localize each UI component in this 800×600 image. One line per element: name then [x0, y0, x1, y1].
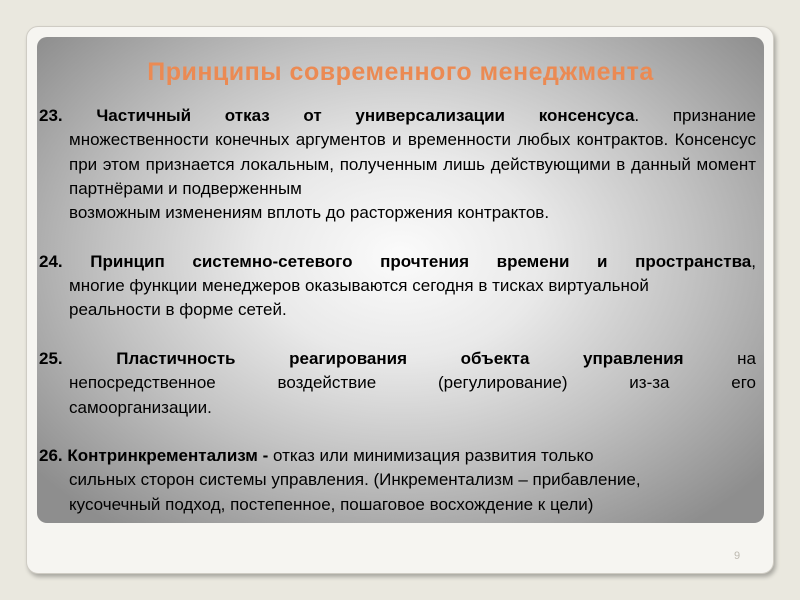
principle-text: реальности в форме сетей. [69, 300, 287, 320]
principle-number: 24. [39, 251, 63, 271]
principle-first-line [39, 104, 756, 128]
principle-text: , [751, 251, 756, 271]
principle-heading: Пластичность реагирования объекта управления [116, 348, 684, 368]
principle-item-25 [39, 347, 756, 420]
principle-first-line [39, 444, 756, 468]
principle-text: множественности конечных аргументов и временности любых контрактов. Консенсус при этом признается локальным, полученным лишь действующими в данный момент партнёрами и подверженным [69, 130, 756, 198]
principle-item-26 [39, 444, 756, 517]
principle-text: непосредственное воздействие (регулирование) из-за его [69, 373, 756, 393]
page-number: 9 [734, 550, 741, 562]
principle-number: 25. [39, 348, 63, 368]
principle-text: сильных сторон системы управления. (Инкрементализм – прибавление, [69, 470, 641, 490]
principle-text: . признание [634, 106, 756, 125]
principle-text: возможным изменениям вплоть до расторжения контрактов. [69, 203, 550, 223]
principle-first-line [39, 347, 756, 371]
slide-content [39, 104, 756, 517]
principle-text: самоорганизации. [69, 397, 212, 417]
principle-first-line [39, 250, 756, 274]
principle-heading: Контринкрементализм - [67, 446, 269, 466]
principle-text: отказ или минимизация развития только [273, 446, 594, 466]
principle-heading: Принцип системно-сетевого прочтения времени и пространства [90, 251, 752, 271]
principle-number: 26. [39, 446, 63, 466]
slide-title: Принципы современного менеджмента [147, 58, 654, 86]
principle-text: кусочечный подход, постепенное, пошаговое восхождение к цели) [69, 494, 594, 514]
principle-item-24 [39, 250, 756, 323]
principle-heading: Частичный отказ от универсализации консенсуса [96, 106, 635, 125]
principle-item-23 [39, 104, 756, 225]
principle-text: на [737, 348, 756, 368]
principle-text: многие функции менеджеров оказываются сегодня в тисках виртуальной [69, 276, 649, 296]
principle-number: 23. [39, 106, 63, 125]
